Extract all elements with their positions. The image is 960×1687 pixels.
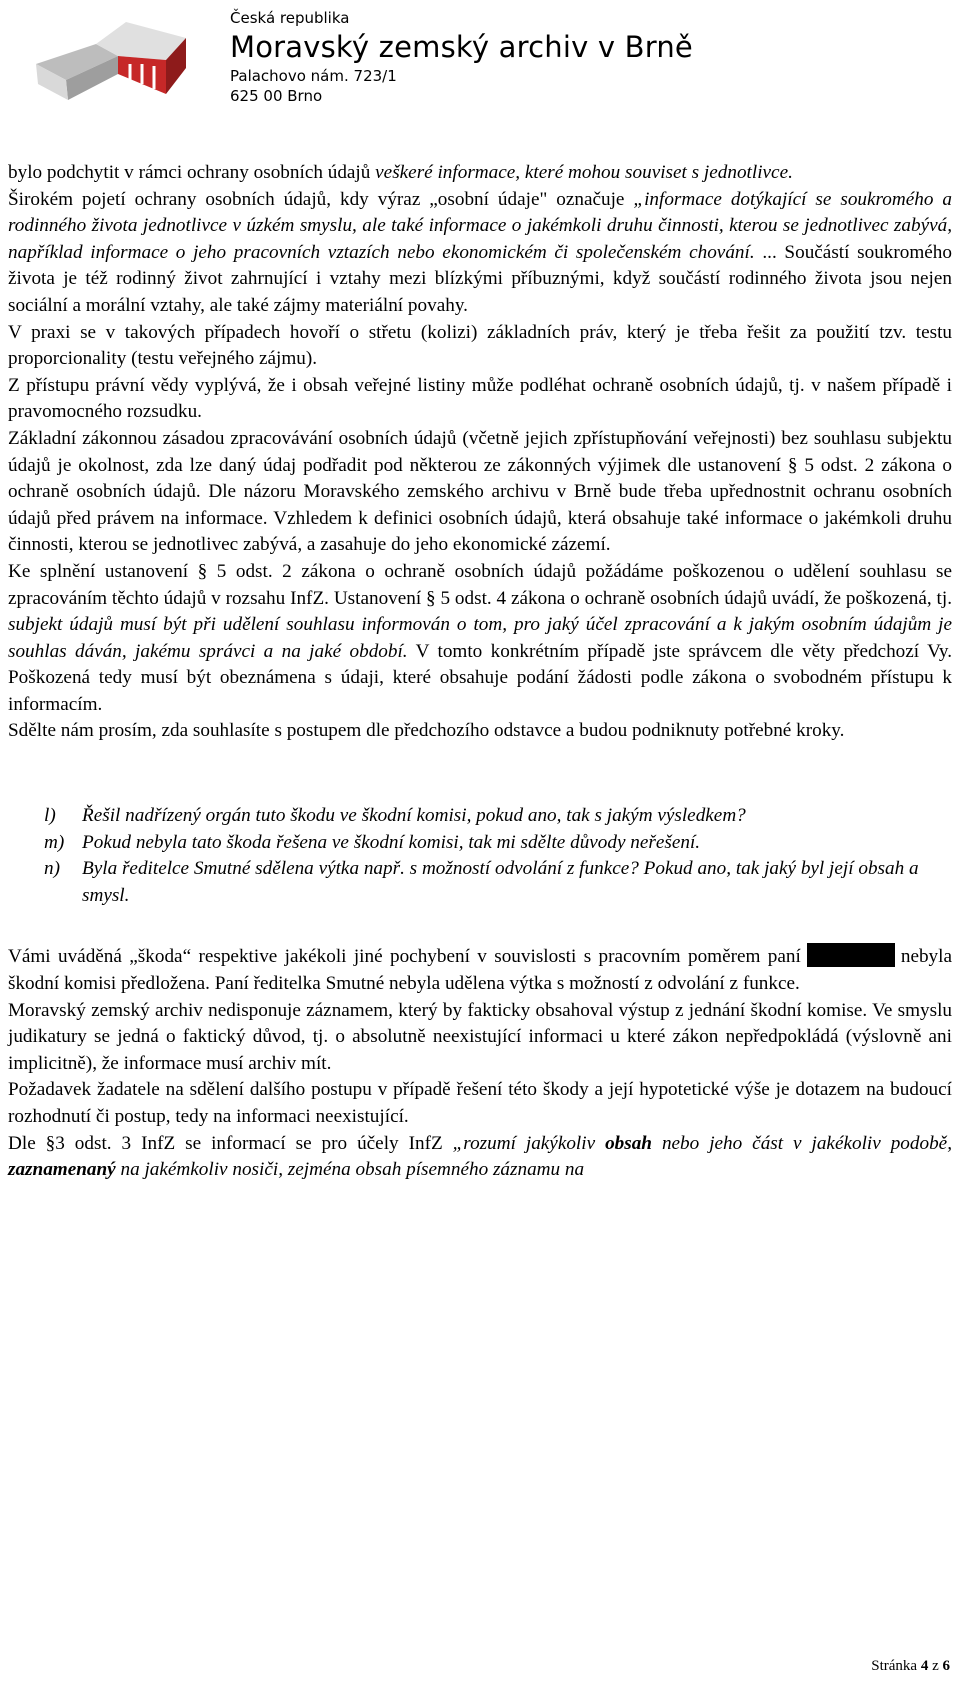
list-item: [8, 856, 922, 909]
text-run: ... Součástí soukromého života je též rodinný život zahrnující i vztahy mezi blízkými příbuznými, když součástí rodinného života jsou nejen sociální a morální vztahy, ale také zájmy materiální povahy.: [8, 241, 952, 316]
italic-run: veškeré informace, které mohou souviset s jednotlivce.: [375, 162, 793, 183]
paragraph: Požadavek žadatele na sdělení dalšího postupu v případě řešení této škody a její hypotetické výše je dotazem na budoucí rozhodnutí či postup, tedy na informaci neexistující.: [8, 1079, 952, 1127]
paragraph: [8, 943, 952, 997]
text-run: nebyla škodní komisi předložena. Paní ředitelka Smutné nebyla udělena výtka s možností z odvolání z funkce.: [8, 946, 952, 995]
bold-italic-run: zaznamenaný: [8, 1159, 116, 1181]
text-run: bylo podchytit v rámci ochrany osobních údajů: [8, 162, 376, 183]
italic-run: nebo jeho část v jakékoliv podobě,: [651, 1132, 952, 1154]
header-country: Česká republika: [230, 9, 350, 27]
paragraph: [8, 1131, 952, 1184]
header-institution-name: Moravský zemský archiv v Brně: [230, 30, 693, 64]
text-run: Širokém pojetí ochrany osobních údajů, kdy výraz „osobní údaje" označuje: [8, 188, 634, 210]
list-item: [8, 830, 922, 857]
letterhead: [0, 0, 960, 130]
header-address-street: Palachovo nám. 723/1: [230, 67, 397, 85]
list-marker: m): [44, 831, 65, 853]
text-run: Ke splnění ustanovení § 5 odst. 2 zákona o ochraně osobních údajů požádáme poškozenou o udělení souhlasu se zpracováním těchto údajů v rozsahu InfZ. Ustanovení § 5 odst. 4 zákona o ochraně osobních údajů uvádí, že poškozená, tj.: [8, 560, 952, 609]
list-item-text: Pokud nebyla tato škoda řešena ve škodní komisi, tak mi sdělte důvody neřešení.: [82, 831, 701, 853]
header-address-city: 625 00 Brno: [230, 87, 323, 105]
paragraph: Z přístupu právní vědy vyplývá, že i obsah veřejné listiny může podléhat ochraně osobních údajů, tj. v našem případě i pravomocného rozsudku.: [8, 374, 952, 423]
text-run: Vámi uváděná „škoda“ respektive jakékoli jiné pochybení v souvislosti s pracovním poměrem paní: [8, 946, 801, 968]
list-item: [8, 803, 922, 830]
italic-run: „rozumí jakýkoliv: [452, 1132, 606, 1154]
spacer: [8, 745, 952, 803]
paragraph: V praxi se v takových případech hovoří o střetu (kolizi) základních práv, který je třeba řešit za použití tzv. testu proporcionality (testu veřejného zájmu).: [8, 321, 952, 370]
question-list: [8, 803, 952, 909]
italic-run: subjekt údajů musí být při udělení souhlasu informován o tom, pro jaký účel zpracování a k jakým osobním údajům je souhlas dáván, jakému správci a na jaké období.: [8, 614, 952, 662]
italic-run: na jakémkoliv nosiči, zejména obsah písemného záznamu na: [115, 1159, 585, 1181]
list-item-text: Byla ředitelce Smutné sdělena výtka např. s možností odvolání z funkce? Pokud ano, tak jaký byl její obsah a smysl.: [82, 858, 919, 906]
paragraph: [8, 160, 952, 187]
paragraph: Sdělte nám prosím, zda souhlasíte s postupem dle předchozího odstavce a budou podniknuty potřebné kroky.: [8, 720, 845, 742]
paragraph: Základní zákonnou zásadou zpracovávání osobních údajů (včetně jejich zpřístupňování veřejnosti) bez souhlasu subjektu údajů je okolnost, zda lze daný údaj podřadit pod některou ze zákonných výjimek dle ustanovení § 5 odst. 2 zákona o ochraně osobních údajů. Dle názoru Moravského zemského archivu v Brně bude třeba upřednostnit ochranu osobních údajů před právem na informace. Vzhledem k definici osobních údajů, která obsahuje také informace o jakémkoli druhu činnosti, kterou se jednotlivec zabývá, a zasahuje do jeho ekonomické zázemí.: [8, 427, 952, 556]
bold-italic-run: obsah: [605, 1132, 652, 1154]
page-number: Stránka 4 z 6: [871, 1658, 950, 1674]
text-run: V tomto konkrétním případě jste správcem dle věty předchozí Vy. Poškozená tedy musí být obeznámena s údaji, které obsahuje podání žádosti podle zákona o svobodném přístupu k informacím.: [8, 640, 952, 715]
italic-run: „informace dotýkající se soukromého a rodinného života jednotlivce v úzkém smyslu, ale také informace o jakémkoli druhu činnosti, kterou se jednotlivec zabývá, například informace o jeho pracovních vztazích nebo ekonomickém či společenském chování.: [8, 188, 952, 263]
paragraph: [8, 559, 952, 719]
archive-building-logo: [26, 4, 206, 104]
redacted-name: [807, 943, 895, 967]
paragraph: Moravský zemský archiv nedisponuje záznamem, který by fakticky obsahoval výstup z jednání škodní komise. Ve smyslu judikatury se jedná o faktický důvod, tj. o absolutně neexistující informaci u které zákon nepředpokládá (výslovně ani implicitně), že informace musí archiv mít.: [8, 999, 952, 1074]
spacer: [8, 909, 952, 943]
paragraph: [8, 187, 952, 320]
list-item-text: Řešil nadřízený orgán tuto škodu ve škodní komisi, pokud ano, tak s jakým výsledkem?: [82, 805, 746, 827]
letter-body: [8, 160, 952, 1184]
list-marker: l): [44, 805, 56, 827]
list-marker: n): [44, 858, 60, 880]
text-run: Dle §3 odst. 3 InfZ se informací se pro účely InfZ: [8, 1132, 453, 1154]
